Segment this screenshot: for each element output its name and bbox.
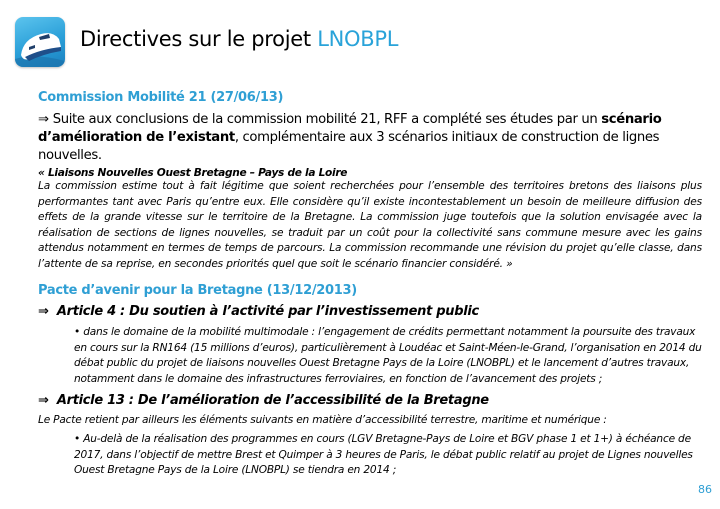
- title-accent: LNOBPL: [317, 27, 399, 51]
- arrow-icon: ⇒: [38, 393, 49, 408]
- quote-title: « Liaisons Nouvelles Ouest Bretagne – Pays de la Loire: [38, 167, 348, 179]
- article-4-heading: [38, 304, 702, 319]
- quote-body: La commission estime tout à fait légitime que soient recherchées pour l’ensemble des territoires bretons des liaisons plus performantes tant avec Paris qu’entre eux. Elle considère qu’il existe incontestablement un besoin de meilleure diffusion des effets de la grande vitesse sur le territoire de la Bretagne. La commission juge toutefois que la solution envisagée avec la réalisation de sections de lignes nouvelles, se traduit par un coût pour la collectivité sans commune mesure avec les gains attendus notamment en termes de temps de parcours. La commission recommande une révision du projet qu’elle classe, dans l’attente de sa reprise, en secondes priorités quel que soit le scénario financier considéré. »: [38, 180, 702, 270]
- article-13-intro: Le Pacte retient par ailleurs les éléments suivants en matière d’accessibilité terrestre, maritime et numérique :: [38, 414, 607, 426]
- page-title: [80, 27, 398, 51]
- article-13-label: Article 13 : De l’amélioration de l’accessibilité de la Bretagne: [56, 393, 489, 408]
- title-prefix: Directives sur le projet: [80, 27, 318, 51]
- slide-content: [38, 90, 702, 479]
- commission-paragraph: [38, 111, 702, 165]
- page-number: 86: [698, 483, 712, 496]
- arrow-icon: ⇒: [38, 112, 49, 127]
- section-heading-commission: Commission Mobilité 21 (27/06/13): [38, 90, 284, 105]
- article-13-bullet: • Au-delà de la réalisation des programmes en cours (LGV Bretagne-Pays de Loire et BGV phase 1 et 1+) à échéance de 2017, dans l’objectif de mettre Brest et Quimper à 3 heures de Paris, le débat public relatif au projet de Lignes nouvelles Ouest Bretagne Pays de la Loire (LNOBPL) se tiendra en 2014 ;: [74, 433, 693, 476]
- para-text-2: , complémentaire aux 3 scénarios initiaux de construction de lignes nouvelles.: [38, 130, 660, 163]
- train-icon: [15, 17, 65, 67]
- article-4-bullet: • dans le domaine de la mobilité multimodale : l’engagement de crédits permettant notamment la poursuite des travaux en cours sur la RN164 (15 millions d’euros), particulièrement à Loudéac et Saint-Méen-le-Grand, l’organisation en 2014 du débat public du projet de liaisons nouvelles Ouest Bretagne Pays de la Loire (LNOBPL) et le lancement d’autres travaux, notamment dans le domaine des infrastructures ferroviaires, en fonction de l’avancement des projets ;: [74, 326, 702, 385]
- para-text-1: Suite aux conclusions de la commission mobilité 21, RFF a complété ses études par un: [52, 112, 602, 127]
- section-heading-pacte: Pacte d’avenir pour la Bretagne (13/12/2013): [38, 283, 357, 298]
- article-4-label: Article 4 : Du soutien à l’activité par l’investissement public: [56, 304, 479, 319]
- para-bold: scénario d’amélioration de l’existant: [38, 112, 662, 145]
- arrow-icon: ⇒: [38, 304, 49, 319]
- article-13-heading: [38, 393, 702, 408]
